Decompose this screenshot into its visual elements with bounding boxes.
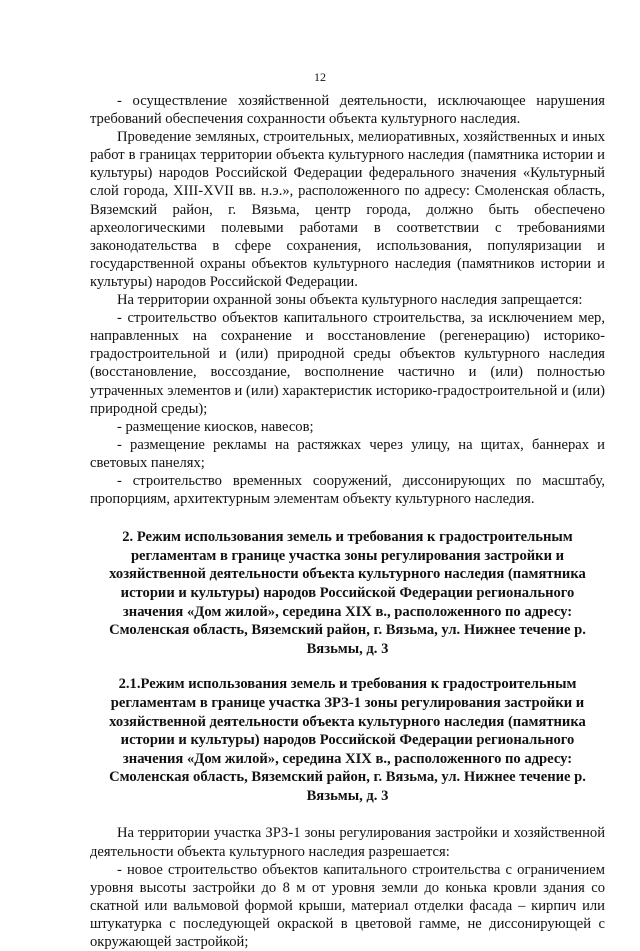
paragraph: - размещение киосков, навесов; [117,418,314,435]
paragraph: Проведение земляных, строительных, мелиоративных, хозяйственных и иных работ в границах территории объекта культурного наследия (памятника истории и культуры) народов Российской Федерации федерального значения «Культурный слой города, XIII-XVII вв. н.э.», расположенного по адресу: Смоленская область, Вяземский район, г. Вязьма, центр города, должно быть обеспечено археологическими полевыми работами в соответствии с требованиями законодательства в сфере сохранения, использования, популяризации и государственной охраны объектов культурного наследия (памятников истории и культуры) народов Российской Федерации. [90,129,605,290]
paragraph: На территории охранной зоны объекта культурного наследия запрещается: [117,292,583,309]
document-body [90,92,605,951]
section-spacer [90,508,605,528]
section-spacer [90,805,605,824]
section-spacer [90,658,605,675]
paragraph: - строительство объектов капитального строительства, за исключением мер, направленных на сохранение и восстановление (регенерацию) историко-градостроительной и (или) природной среды объектов культурного наследия (восстановление, воссоздание, восполнение частично и (или) полностью утраченных элементов и (или) характеристик историко-градостроительной и (или) природной среды); [90,310,605,417]
paragraph: - размещение рекламы на растяжках через улицу, на щитах, баннерах и световых панелях; [90,436,605,471]
section-heading-2-1: 2.1.Режим использования земель и требования к градостроительным регламентам в границе участка ЗРЗ-1 зоны регулирования застройки и хозяйственной деятельности объекта культурного наследия (памятника истории и культуры) народов Российской Федерации регионального значения «Дом жилой», середина XIX в., расположенного по адресу: Смоленская область, Вяземский район, г. Вязьма, ул. Нижнее течение р. Вязьмы, д. 3 [109,676,586,804]
paragraph: - осуществление хозяйственной деятельности, исключающее нарушения требований обеспечения сохранности объекта культурного наследия. [90,93,605,128]
paragraph: - новое строительство объектов капитального строительства с ограничением уровня высоты застройки до 8 м от уровня земли до конька кровли здания со скатной или вальмовой формой крыши, материал отделки фасада – кирпич или штукатурка с последующей окраской в цветовой гамме, не диссонирующей с окружающей застройкой; [90,861,605,951]
page-number: 12 [314,70,326,84]
paragraph: На территории участка ЗРЗ-1 зоны регулирования застройки и хозяйственной деятельности объекта культурного наследия разрешается: [90,825,605,860]
paragraph: - строительство временных сооружений, диссонирующих по масштабу, пропорциям, архитектурным элементам объекту культурного наследия. [90,472,605,508]
section-heading-2: 2. Режим использования земель и требования к градостроительным регламентам в границе участка зоны регулирования застройки и хозяйственной деятельности объекта культурного наследия (памятника истории и культуры) народов Российской Федерации регионального значения «Дом жилой», середина XIX в., расположенного по адресу: Смоленская область, Вяземский район, г. Вязьма, ул. Нижнее течение р. Вязьмы, д. 3 [109,529,586,657]
